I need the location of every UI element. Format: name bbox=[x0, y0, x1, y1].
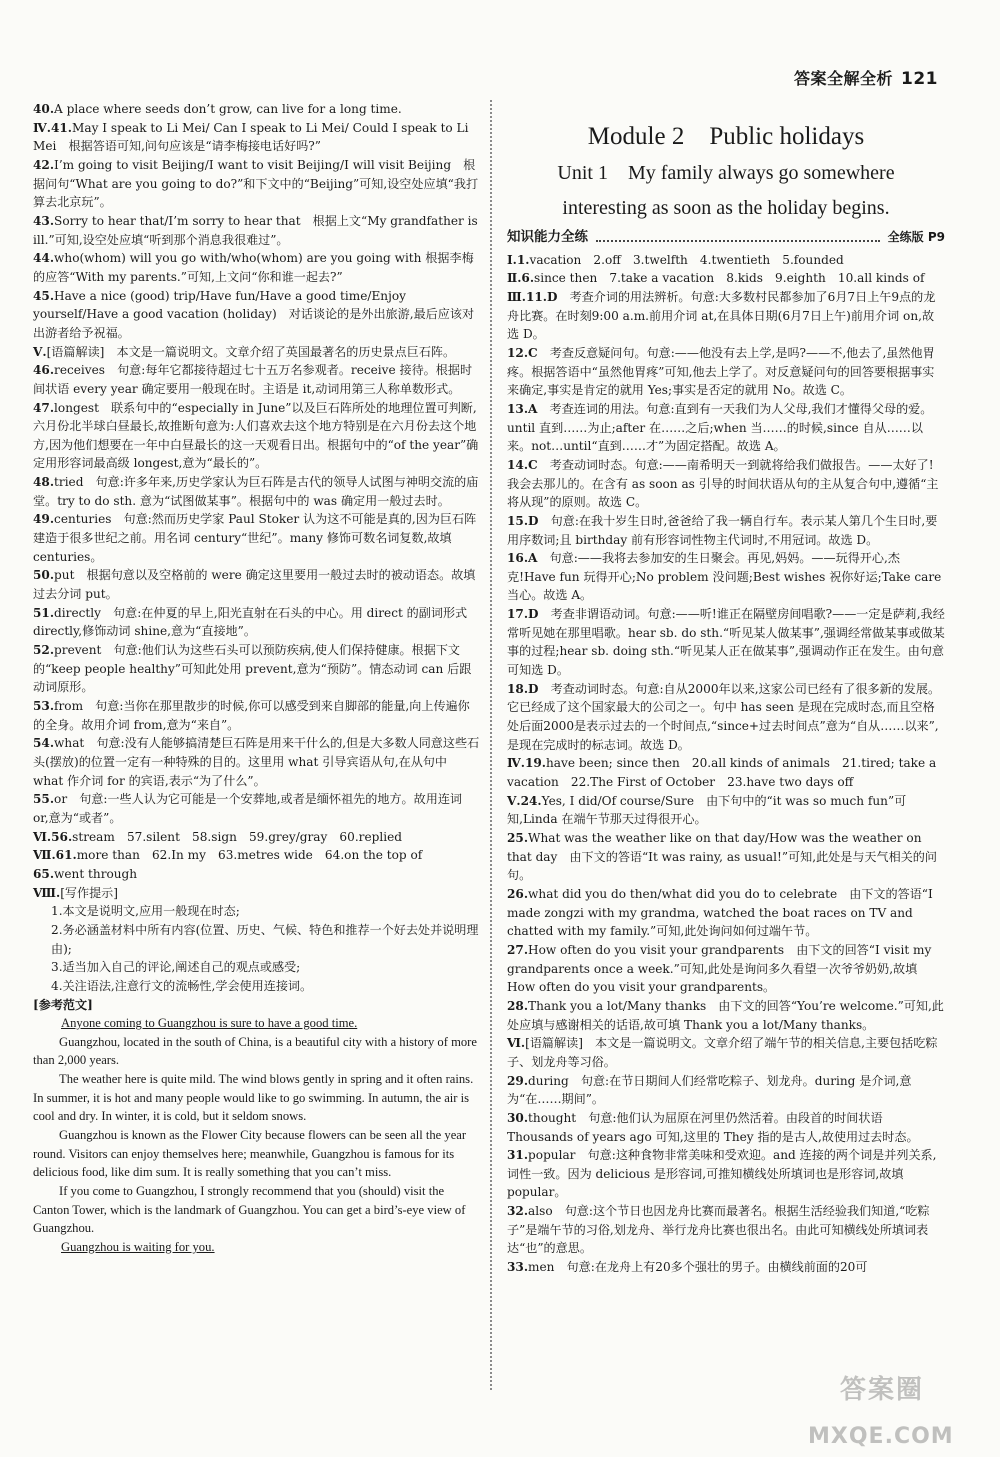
answer-text: 考查动词时态。句意:自从2000年以来,这家公司已经有了很多新的发展。它已经成了这个国家最大的公司之一。句中 has seen 是现在完成时态,而且空格处后面2000是表示过去的一个时间点,“since+过去时间点”意为“自从……以来”,是现在完成时的标志词。故选 D。 bbox=[507, 681, 941, 752]
essay-paragraph: If you come to Guangzhou, I strongly recommend that you (should) visit the Canton Tower, which is the landmark of Guangzhou. You can get a bird’s-eye view of Guangzhou. bbox=[33, 1184, 466, 1236]
answer-text: I’m going to visit Beijing/I want to visit Beijing/I will visit Beijing 根据问句“What are you going to do?”和下文中的“Beijing”可知,设空处应填“我打算去北京玩”。 bbox=[33, 157, 479, 210]
writing-tip: 3.适当加入自己的评论,阐述自己的观点或感受; bbox=[51, 960, 301, 975]
answer-entry bbox=[33, 100, 480, 119]
question-number: 14.C bbox=[507, 457, 538, 472]
answer-text: What was the weather like on that day/How was the weather on that day 由下文的答语“It was rainy, as usual!”可知,此处是与天气相关的问句。 bbox=[507, 831, 937, 883]
answer-entry bbox=[33, 828, 480, 847]
answer-entry bbox=[507, 400, 945, 456]
question-number: 30. bbox=[507, 1110, 529, 1125]
answer-entry bbox=[33, 510, 480, 566]
answer-text: A place where seeds don’t grow, can live for a long time. bbox=[54, 102, 402, 116]
question-number: 19. bbox=[524, 756, 546, 771]
watermark-mark: 答案圈 bbox=[840, 1375, 925, 1405]
answer-text: what did you do then/what did you do to celebrate 由下文的答语“I made zongzi with my grandma, watched the boat races on TV and chatted with my family.”可知,此处询问如何过端午节。 bbox=[507, 886, 933, 939]
answer-entry bbox=[33, 566, 480, 603]
section-numeral: Ⅷ. bbox=[33, 885, 61, 900]
question-number: 55. bbox=[33, 792, 55, 807]
writing-tip: 4.关注语法,注意行文的流畅性,学会使用连接词。 bbox=[51, 978, 313, 993]
question-number: 61. bbox=[55, 848, 77, 863]
section-bar-label: 知识能力全练 bbox=[507, 229, 588, 245]
unit-title-line-2: interesting as soon as the holiday begins. bbox=[562, 197, 890, 219]
section-numeral: Ⅱ. bbox=[507, 271, 522, 286]
question-number: 28. bbox=[507, 998, 529, 1013]
answer-text: centuries 句意:然而历史学家 Paul Stoker 认为这不可能是真的,因为巨石阵建造于很多世纪之前。用名词 century“世纪”。many 修饰可数名词复数,故填 centuries。 bbox=[33, 512, 477, 564]
answer-text: since then 7.take a vacation 8.kids 9.eighth 10.all kinds of bbox=[534, 271, 925, 286]
answer-entry bbox=[507, 1109, 945, 1146]
section-numeral: Ⅴ. bbox=[507, 793, 521, 808]
question-number: 44. bbox=[33, 251, 55, 266]
answer-entry bbox=[507, 1202, 945, 1258]
answer-entry bbox=[33, 361, 480, 398]
answer-entry bbox=[33, 156, 480, 212]
answer-entry bbox=[507, 251, 945, 270]
answer-text: 考查动词时态。句意:——南希明天一到就将给我们做报告。——太好了!我会去那儿的。在含有 as soon as 引导的时间状语从句的主从复合句中,遵循“主将从现”的原则。故选 C。 bbox=[507, 457, 939, 510]
right-column bbox=[507, 100, 945, 1277]
question-number: 11.D bbox=[525, 289, 558, 304]
answer-text: May I speak to Li Mei/ Can I speak to Li Mei/ Could I speak to Li Mei 根据答语可知,问句应该是“请李梅接电话好吗?” bbox=[33, 120, 469, 154]
answer-entry bbox=[507, 288, 945, 344]
answer-entry bbox=[507, 549, 945, 605]
question-number: 29. bbox=[507, 1073, 529, 1088]
answer-text: Sorry to hear that/I’m sorry to hear that 根据上文“My grandfather is ill.”可知,设空处应填“听到那个消息我很难过”。 bbox=[33, 213, 478, 247]
answer-text: Thank you a lot/Many thanks 由下文的回答“You’re welcome.”可知,此处应填与感谢相关的话语,故可填 Thank you a lot/Many thanks。 bbox=[507, 998, 944, 1032]
header-title: 答案全解全析 bbox=[793, 69, 893, 88]
section-bar bbox=[507, 228, 945, 247]
question-number: 56. bbox=[51, 829, 73, 844]
page-number: 121 bbox=[901, 69, 938, 89]
answer-text: 考查连词的用法。句意:直到有一天我们为人父母,我们才懂得父母的爱。until 直到……为止;after 在……之后;when 当……的时候,since 自从……以来。not…until“直到……才”为固定搭配。故选 A。 bbox=[507, 401, 933, 454]
question-number: 16.A bbox=[507, 551, 538, 566]
essay-paragraph: Guangzhou, located in the south of China, is a beautiful city with a history of more than 2,000 years. bbox=[33, 1034, 477, 1068]
essay-highlight: Guangzhou is waiting for you. bbox=[61, 1240, 215, 1255]
answer-text: what 句意:没有人能够搞清楚巨石阵是用来干什么的,但是大多数人同意这些石头(摆放)的位置一定有一种特殊的目的。这里用 what 引导宾语从句,在从句中 what 作介词 for 的宾语,表示“为了什么”。 bbox=[33, 736, 480, 788]
answer-entry bbox=[507, 941, 945, 997]
answer-text: thought 句意:他们认为屈原在河里仍然活着。由段首的时间状语 Thousands of years ago 可知,这里的 They 指的是古人,故使用过去时态。 bbox=[507, 1110, 919, 1144]
answer-text: How often do you visit your grandparents 由下文的回答“I visit my grandparents once a week.”可知,此处是询问多久看望一次爷爷奶奶,故填 How often do you visit your grandparents。 bbox=[507, 942, 932, 995]
answer-entry bbox=[33, 641, 480, 697]
question-number: 46. bbox=[33, 363, 55, 378]
answer-entry bbox=[507, 754, 945, 791]
question-number: 27. bbox=[507, 942, 529, 957]
question-number: 17.D bbox=[507, 607, 539, 622]
section-numeral: Ⅰ. bbox=[507, 252, 517, 267]
answer-entry bbox=[507, 1146, 945, 1202]
answer-text: directly 句意:在仲夏的早上,阳光直射在石头的中心。用 direct 的副词形式 directly,修饰动词 shine,意为“直接地”。 bbox=[33, 605, 468, 639]
answer-entry bbox=[33, 734, 480, 790]
module-title: Module 2 Public holidays bbox=[587, 123, 865, 150]
question-number: 13.A bbox=[507, 401, 538, 416]
question-number: 48. bbox=[33, 475, 55, 490]
answer-entry bbox=[33, 884, 480, 903]
answer-entry bbox=[507, 1072, 945, 1109]
sample-heading: [参考范文] bbox=[33, 997, 93, 1012]
question-number: 45. bbox=[33, 288, 55, 303]
section-numeral: Ⅶ. bbox=[33, 848, 56, 863]
answer-text: from 句意:当你在那里散步的时候,你可以感受到来自脚部的能量,向上传遍你的全身。故用介词 from,意为“来自”。 bbox=[33, 699, 470, 732]
writing-tip: 2.务必涵盖材料中所有内容(位置、历史、气候、特色和推荐一个好去处并说明理由); bbox=[51, 922, 479, 956]
answer-text: put 根据句意以及空格前的 were 确定这里要用一般过去时的被动语态。故填过去分词 put。 bbox=[33, 568, 476, 602]
left-column bbox=[33, 100, 480, 1257]
question-number: 49. bbox=[33, 512, 55, 527]
question-number: 33. bbox=[507, 1260, 529, 1275]
answer-entry bbox=[507, 1034, 945, 1071]
answer-text: tried 句意:许多年来,历史学家认为巨石阵是古代的领导人试图与神明交流的庙堂。try to do sth. 意为“试图做某事”。根据句中的 was 确定用一般过去时。 bbox=[33, 475, 479, 508]
unit-title-line-1: Unit 1 My family always go somewhere bbox=[557, 162, 895, 184]
answer-entry bbox=[507, 829, 945, 885]
answer-text: who(whom) will you go with/who(whom) are you going with 根据李梅的应答“With my parents.”可知,上文问“你和谁一起去?” bbox=[33, 251, 474, 284]
answer-entry bbox=[507, 1258, 945, 1277]
answer-text: stream 57.silent 58.sign 59.grey/gray 60.replied bbox=[72, 829, 402, 844]
answer-entry bbox=[33, 697, 480, 734]
answer-text: prevent 句意:他们认为这些石头可以预防疾病,使人们保持健康。根据下文的“keep people healthy”可知此处用 prevent,意为“预防”。情态动词 can 后跟动词原形。 bbox=[33, 643, 472, 695]
answer-entry bbox=[33, 287, 480, 343]
answer-entry bbox=[507, 344, 945, 400]
watermark bbox=[800, 1365, 990, 1451]
question-number: 42. bbox=[33, 157, 55, 172]
answer-entry bbox=[33, 846, 480, 865]
answer-text: Yes, I did/Of course/Sure 由下句中的“it was so much fun”可知,Linda 在端午节那天过得很开心。 bbox=[507, 793, 907, 827]
answer-text: or 句意:一些人认为它可能是一个安葬地,或者是缅怀祖先的地方。故用连词 or,意为“或者”。 bbox=[33, 792, 463, 825]
answer-text: Have a nice (good) trip/Have fun/Have a good time/Enjoy yourself/Have a good vacation (holiday) 对话谈论的是外出旅游,最后应该对出游者给予祝福。 bbox=[33, 288, 475, 340]
question-number: 24. bbox=[520, 793, 542, 808]
question-number: 51. bbox=[33, 605, 55, 620]
answer-entry bbox=[33, 473, 480, 510]
answer-entry bbox=[33, 790, 480, 827]
question-number: 15.D bbox=[507, 513, 539, 528]
question-number: 32. bbox=[507, 1204, 529, 1219]
answer-text: popular 句意:这种食物非常美味和受欢迎。and 连接的两个词是并列关系,词性一致。因为 delicious 是形容词,可推知横线处所填词也是形容词,故填 popular。 bbox=[507, 1148, 937, 1200]
answer-entry bbox=[33, 343, 480, 362]
answer-text: during 句意:在节日期间人们经常吃粽子、划龙舟。during 是介词,意为“在……期间”。 bbox=[507, 1073, 912, 1107]
essay-highlight: Anyone coming to Guangzhou is sure to have a good time. bbox=[61, 1016, 358, 1031]
answer-entry bbox=[507, 792, 945, 829]
answer-text: receives 句意:每年它都接待超过七十五万名参观者。receive 接待。根据时间状语 every year 确定要用一般现在时。主语是 it,动词用第三人称单数形式。 bbox=[33, 363, 473, 396]
answer-entry bbox=[33, 865, 480, 884]
watermark-url: MXQE.COM bbox=[808, 1424, 954, 1449]
answer-entry bbox=[507, 605, 945, 680]
leader-dots bbox=[596, 232, 880, 242]
answer-text: [语篇解读] 本文是一篇说明文。文章介绍了端午节的相关信息,主要包括吃粽子、划龙舟等习俗。 bbox=[507, 1036, 938, 1069]
question-number: 53. bbox=[33, 699, 55, 713]
section-numeral: Ⅴ. bbox=[33, 344, 47, 359]
question-number: 50. bbox=[33, 568, 55, 583]
answer-text: vacation 2.off 3.twelfth 4.twentieth 5.founded bbox=[529, 252, 844, 267]
answer-text: 考查非谓语动词。句意:——听!谁正在隔壁房间唱歌?——一定是萨莉,我经常听见她在那里唱歌。hear sb. do sth.“听见某人做某事”,强调经常做某事或做某事的过程;hear sb. doing sth.“听见某人正在做某事”,强调动作正在发生。由句意可知选 D。 bbox=[507, 607, 945, 678]
answer-entry bbox=[33, 119, 480, 156]
question-number: 1. bbox=[516, 252, 530, 267]
section-numeral: Ⅳ. bbox=[33, 120, 51, 135]
answer-text: [语篇解读] 本文是一篇说明文。文章介绍了英国最著名的历史景点巨石阵。 bbox=[46, 344, 456, 359]
answer-entry bbox=[33, 212, 480, 249]
question-number: 65. bbox=[33, 866, 55, 881]
question-number: 47. bbox=[33, 400, 55, 415]
answer-entry bbox=[507, 885, 945, 941]
question-number: 41. bbox=[50, 120, 72, 135]
essay-paragraph: Guangzhou is known as the Flower City because flowers can be seen all the year round. Visitors can enjoy themselves here; meanwhile, Guangzhou is famous for its delicious food, like dim sum. It is really something that you can’t miss. bbox=[33, 1128, 467, 1180]
answer-entry bbox=[507, 456, 945, 512]
answer-entry bbox=[33, 604, 480, 641]
answer-entry bbox=[507, 680, 945, 755]
answer-text: 考查反意疑问句。句意:——他没有去上学,是吗?——不,他去了,虽然他胃疼。根据答语中“虽然他胃疼”可知,他去上学了。对反意疑问句的回答要根据事实来确定,事实是肯定的就用 Yes;事实是否定的就用 No。故选 C。 bbox=[507, 345, 935, 398]
question-number: 43. bbox=[33, 213, 55, 228]
answer-text: men 句意:在龙舟上有20多个强壮的男子。由横线前面的20可 bbox=[528, 1260, 868, 1275]
answer-text: longest 联系句中的“especially in June”以及巨石阵所处的地理位置可判断,六月份北半球白昼最长,故推断句意为:人们喜欢去这个地方特别是在六月份去这个地方,因为他们想要在一年中白昼最长的这一天观看日出。根据句中的“of the year”确定用形容词最高级 longest,意为“最长的”。 bbox=[33, 400, 479, 471]
question-number: 54. bbox=[33, 736, 55, 751]
answer-entry bbox=[33, 399, 480, 474]
question-number: 25. bbox=[507, 831, 529, 845]
section-numeral: Ⅳ. bbox=[507, 756, 525, 771]
question-number: 52. bbox=[33, 643, 55, 658]
answer-text: more than 62.In my 63.metres wide 64.on the top of bbox=[76, 848, 423, 863]
question-number: 18.D bbox=[507, 681, 539, 696]
answer-text: went through bbox=[54, 866, 138, 881]
answer-entry bbox=[507, 512, 945, 549]
question-number: 12.C bbox=[507, 345, 538, 360]
question-number: 40. bbox=[33, 102, 55, 116]
essay-paragraph: The weather here is quite mild. The wind blows gently in spring and it often rains. In summer, it is hot and many people would like to go swimming. In autumn, the air is cool and dry. In winter, it is cold, but it seldom snows. bbox=[33, 1072, 474, 1124]
answer-text: 句意:——我将去参加安的生日聚会。再见,妈妈。——玩得开心,杰克!Have fun 玩得开心;No problem 没问题;Best wishes 祝你好运;Take care 当心。故选 A。 bbox=[507, 551, 942, 603]
section-numeral: Ⅵ. bbox=[507, 1036, 526, 1051]
answer-entry bbox=[33, 249, 480, 286]
answer-entry bbox=[507, 269, 945, 288]
section-numeral: Ⅲ. bbox=[507, 289, 526, 304]
question-number: 6. bbox=[521, 271, 535, 286]
section-bar-version: 全练版 P9 bbox=[887, 230, 945, 244]
answer-text: 考查介词的用法辨析。句意:大多数村民都参加了6月7日上午9点的龙舟比赛。在时刻9:00 a.m.前用介词 at,在具体日期(6月7日上午)前用介词 on,故选 D。 bbox=[507, 289, 936, 342]
answer-entry bbox=[507, 997, 945, 1034]
answer-text: also 句意:这个节日也因龙舟比赛而最著名。根据生活经验我们知道,“吃粽子”是端午节的习俗,划龙舟、举行龙舟比赛也很出名。由此可知横线处所填词表达“也”的意思。 bbox=[507, 1204, 930, 1256]
answer-text: 句意:在我十岁生日时,爸爸给了我一辆自行车。表示某人第几个生日时,要用序数词;且 birthday 前有形容词性物主代词时,不用冠词。故选 D。 bbox=[507, 513, 938, 547]
section-numeral: Ⅵ. bbox=[33, 829, 52, 844]
answer-text: [写作提示] bbox=[60, 885, 118, 900]
question-number: 26. bbox=[507, 886, 529, 901]
page-header bbox=[794, 66, 938, 89]
question-number: 31. bbox=[507, 1148, 529, 1163]
right-answers bbox=[507, 251, 945, 1277]
writing-tip: 1.本文是说明文,应用一般现在时态; bbox=[51, 904, 240, 919]
column-divider bbox=[490, 100, 492, 1390]
answer-text: have been; since then 20.all kinds of animals 21.tired; take a vacation 22.The First of October 23.have two days off bbox=[507, 756, 937, 790]
